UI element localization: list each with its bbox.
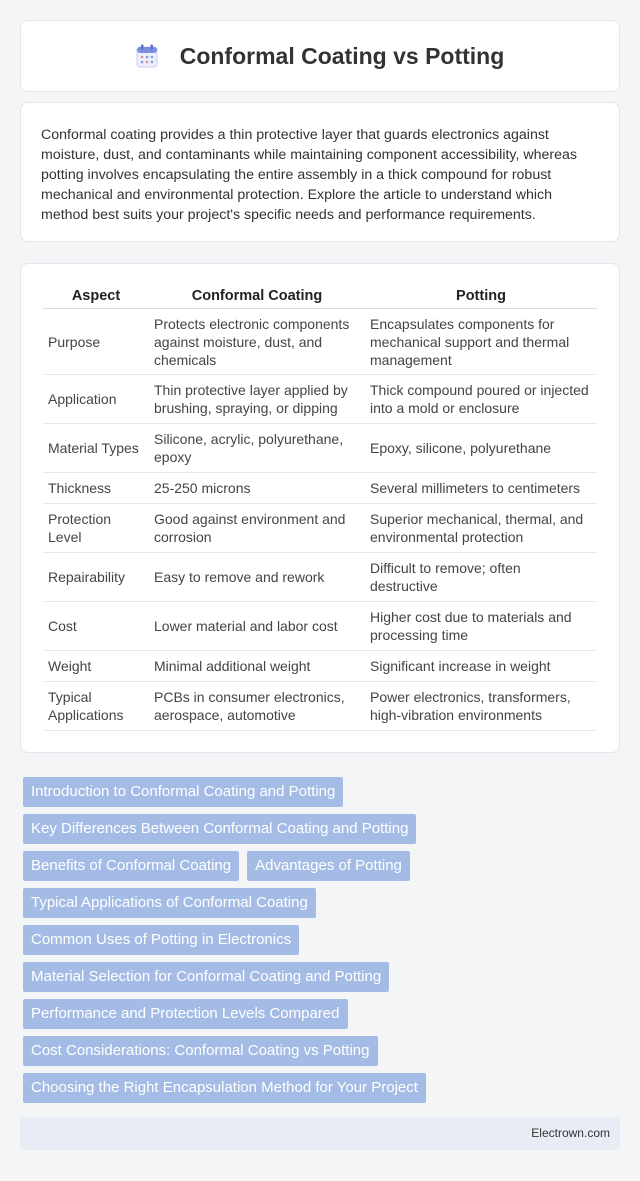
link-common-uses-potting[interactable]: Common Uses of Potting in Electronics — [23, 925, 299, 955]
table-row — [43, 504, 597, 553]
calendar-icon — [136, 44, 158, 68]
table-cell-potting: Difficult to remove; often destructive — [365, 553, 597, 602]
link-row — [23, 962, 623, 992]
link-row — [23, 814, 623, 844]
table-cell-aspect: Typical Applications — [43, 682, 149, 731]
footer — [20, 1117, 620, 1150]
table-cell-conformal-coating: Silicone, acrylic, polyurethane, epoxy — [149, 424, 365, 473]
footer-site-name[interactable]: Electrown.com — [531, 1126, 610, 1140]
table-row — [43, 651, 597, 682]
table-header-row — [43, 284, 597, 309]
table-row — [43, 682, 597, 731]
table-cell-potting: Higher cost due to materials and processing time — [365, 602, 597, 651]
table-row — [43, 553, 597, 602]
table-cell-potting: Encapsulates components for mechanical support and thermal management — [365, 309, 597, 375]
table-cell-potting: Superior mechanical, thermal, and environmental protection — [365, 504, 597, 553]
table-cell-conformal-coating: PCBs in consumer electronics, aerospace, automotive — [149, 682, 365, 731]
table-cell-aspect: Weight — [43, 651, 149, 682]
table-cell-aspect: Application — [43, 375, 149, 424]
table-cell-conformal-coating: Thin protective layer applied by brushing, spraying, or dipping — [149, 375, 365, 424]
link-row — [23, 888, 623, 918]
table-row — [43, 375, 597, 424]
link-choosing-method[interactable]: Choosing the Right Encapsulation Method for Your Project — [23, 1073, 426, 1103]
table-cell-conformal-coating: Easy to remove and rework — [149, 553, 365, 602]
table-cell-conformal-coating: Minimal additional weight — [149, 651, 365, 682]
table-cell-aspect: Protection Level — [43, 504, 149, 553]
table-cell-aspect: Material Types — [43, 424, 149, 473]
link-row — [23, 925, 623, 955]
link-row — [23, 1073, 623, 1103]
table-cell-conformal-coating: Protects electronic components against moisture, dust, and chemicals — [149, 309, 365, 375]
table-cell-aspect: Repairability — [43, 553, 149, 602]
article-links — [23, 777, 623, 1110]
intro-text: Conformal coating provides a thin protective layer that guards electronics against moisture, dust, and contaminants while maintaining component accessibility, whereas potting involves encapsulating the entire assembly in a thick compound for robust mechanical and environmental protection. Explore the article to understand which method best suits your project's specific needs and performance requirements. — [41, 127, 577, 223]
table-row — [43, 424, 597, 473]
table-cell-aspect: Thickness — [43, 473, 149, 504]
comparison-table-card — [20, 263, 620, 753]
table-cell-potting: Significant increase in weight — [365, 651, 597, 682]
link-typical-applications[interactable]: Typical Applications of Conformal Coating — [23, 888, 316, 918]
link-row — [23, 999, 623, 1029]
table-cell-aspect: Purpose — [43, 309, 149, 375]
link-introduction[interactable]: Introduction to Conformal Coating and Potting — [23, 777, 343, 807]
link-performance-protection[interactable]: Performance and Protection Levels Compared — [23, 999, 348, 1029]
link-cost-considerations[interactable]: Cost Considerations: Conformal Coating vs Potting — [23, 1036, 378, 1066]
column-header-potting: Potting — [365, 284, 597, 309]
column-header-conformal-coating: Conformal Coating — [149, 284, 365, 309]
link-row — [23, 777, 623, 807]
table-cell-potting: Several millimeters to centimeters — [365, 473, 597, 504]
table-cell-potting: Epoxy, silicone, polyurethane — [365, 424, 597, 473]
table-row — [43, 309, 597, 375]
page-title: Conformal Coating vs Potting — [179, 42, 505, 69]
link-material-selection[interactable]: Material Selection for Conformal Coating and Potting — [23, 962, 389, 992]
link-advantages-potting[interactable]: Advantages of Potting — [247, 851, 410, 881]
intro-section — [20, 102, 620, 242]
table-cell-aspect: Cost — [43, 602, 149, 651]
table-row — [43, 602, 597, 651]
link-key-differences[interactable]: Key Differences Between Conformal Coating and Potting — [23, 814, 416, 844]
table-row — [43, 473, 597, 504]
link-row — [23, 851, 623, 881]
link-row — [23, 1036, 623, 1066]
page-header — [20, 20, 620, 92]
comparison-table — [43, 284, 597, 731]
link-benefits-conformal-coating[interactable]: Benefits of Conformal Coating — [23, 851, 239, 881]
table-cell-potting: Thick compound poured or injected into a mold or enclosure — [365, 375, 597, 424]
column-header-aspect: Aspect — [43, 284, 149, 309]
table-cell-conformal-coating: Lower material and labor cost — [149, 602, 365, 651]
table-cell-conformal-coating: 25-250 microns — [149, 473, 365, 504]
table-cell-potting: Power electronics, transformers, high-vibration environments — [365, 682, 597, 731]
table-cell-conformal-coating: Good against environment and corrosion — [149, 504, 365, 553]
